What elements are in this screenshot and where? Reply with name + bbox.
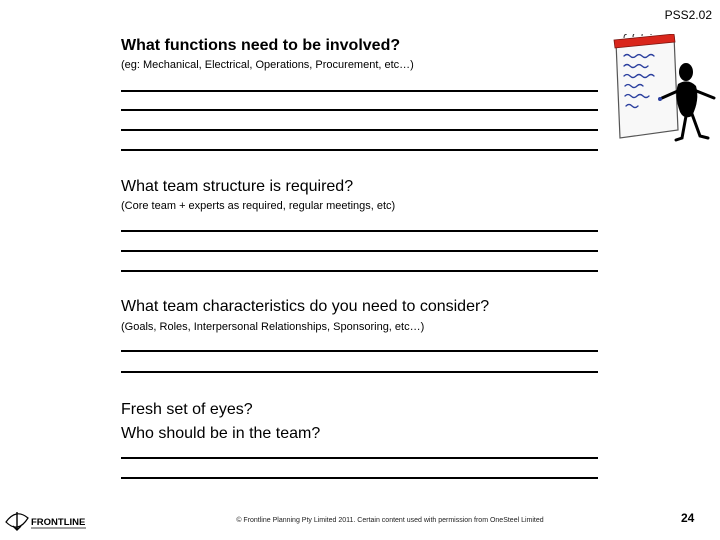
answer-line bbox=[121, 90, 598, 92]
answer-line bbox=[121, 477, 598, 479]
page-number: 24 bbox=[681, 511, 695, 525]
checklist-figure-icon bbox=[604, 34, 720, 144]
answer-line bbox=[121, 270, 598, 272]
fresh-eyes-line-2: Who should be in the team? bbox=[121, 425, 321, 442]
copyright-notice: © Frontline Planning Pty Limited 2011. Certain content used with permission from OneSteel Limited bbox=[236, 517, 544, 524]
answer-line bbox=[121, 350, 598, 352]
frontline-logo-text: FRONTLINE bbox=[31, 517, 86, 528]
section-2-hint: (Core team + experts as required, regular meetings, etc) bbox=[121, 200, 396, 212]
section-1-question: What functions need to be involved? bbox=[121, 37, 401, 54]
fresh-eyes-prompt bbox=[121, 398, 320, 446]
answer-line bbox=[121, 250, 598, 252]
section-2-question: What team structure is required? bbox=[121, 178, 354, 195]
section-1-hint: (eg: Mechanical, Electrical, Operations, Procurement, etc…) bbox=[121, 59, 414, 71]
answer-line bbox=[121, 371, 598, 373]
answer-line bbox=[121, 109, 598, 111]
answer-line bbox=[121, 230, 598, 232]
page-code: PSS2.02 bbox=[664, 8, 712, 22]
answer-line bbox=[121, 457, 598, 459]
answer-line bbox=[121, 129, 598, 131]
fresh-eyes-line-1: Fresh set of eyes? bbox=[121, 401, 253, 418]
frontline-logo bbox=[4, 506, 88, 536]
section-3-hint: (Goals, Roles, Interpersonal Relationships, Sponsoring, etc…) bbox=[121, 321, 425, 333]
answer-line bbox=[121, 149, 598, 151]
section-3-question: What team characteristics do you need to consider? bbox=[121, 298, 490, 315]
